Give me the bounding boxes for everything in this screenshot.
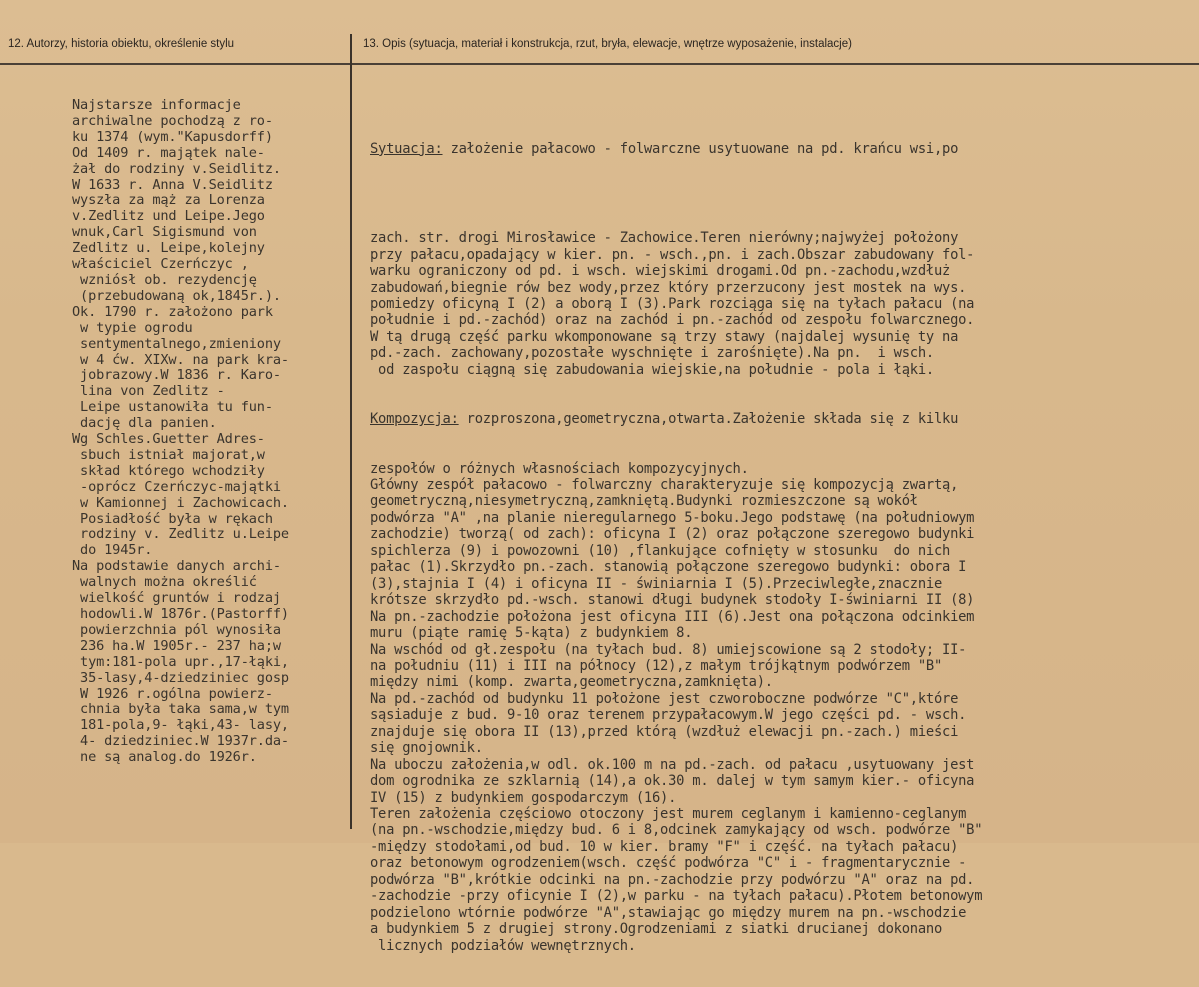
history-text-line: hodowli.W 1876r.(Pastorff)	[72, 606, 289, 622]
history-text-line: lina von Zedlitz -	[72, 383, 225, 400]
history-text-line: wzniósł ob. rezydencję	[72, 271, 257, 288]
history-text-line: jobrazowy.W 1836 r. Karo-	[72, 367, 281, 384]
description-text-line: pałac (1).Skrzydło pn.-zach. stanowią połączone szeregowo budynki: obora I	[370, 559, 967, 576]
history-text-line: -oprócz Czerńczyc-majątki	[72, 478, 281, 495]
description-text-line: licznych podziałów wewnętrznych.	[370, 937, 636, 954]
history-text-line: wnuk,Carl Sigismund von	[72, 224, 257, 241]
history-text-line: w 4 ćw. XIXw. na park kra-	[72, 351, 289, 368]
description-text-line: Na pd.-zachód od budynku 11 położone jest czworoboczne podwórze "C",które	[370, 690, 959, 707]
history-text-line: Posiadłość była w rękach	[72, 510, 273, 527]
history-text-line: sentymentalnego,zmieniony	[72, 335, 281, 352]
description-text-line: Na pn.-zachodzie położona jest oficyna III (6).Jest ona połączona odcinkiem	[370, 608, 975, 625]
history-text-line: Zedlitz u. Leipe,kolejny	[72, 240, 265, 257]
history-text-line: W 1926 r.ogólna powierz-	[72, 685, 273, 702]
description-text-line: IV (15) z budynkiem gospodarczym (16).	[370, 789, 677, 806]
description-text-line: -zachodzie -przy oficynie I (2),w parku - na tyłach pałacu).Płotem betonowym	[370, 888, 983, 905]
description-text-line: muru (piąte ramię 5-kąta) z budynkiem 8.	[370, 625, 693, 642]
history-text-line: do 1945r.	[72, 542, 153, 559]
description-text-line: podzielono wtórnie podwórze "A",stawiając go między murem na pn.-wschodzie	[370, 904, 967, 921]
history-text-line: w Kamionnej i Zachowicach.	[72, 494, 289, 511]
history-text-line: (przebudowaną ok,1845r.).	[72, 287, 281, 304]
description-text-line: Na uboczu założenia,w odl. ok.100 m na pd.-zach. od pałacu ,usytuowany jest	[370, 756, 975, 773]
history-text-line: walnych można określić	[72, 574, 257, 591]
history-text-line: ku 1374 (wym."Kapusdorff)	[72, 128, 273, 145]
description-text-line: zachodzie) tworzą( od zach): oficyna I (2) oraz połączone szeregowo budynki	[370, 526, 975, 543]
situation-line	[370, 141, 1190, 157]
spacer	[370, 190, 1190, 197]
section-13-header: 13. Opis (sytuacja, materiał i konstrukcja, rzut, bryła, elewacje, wnętrze wyposażenie, instalacje)	[363, 38, 852, 50]
history-text-line: 4- dziedziniec.W 1937r.da-	[72, 733, 289, 750]
history-text-line: wielkość gruntów i rodzaj	[72, 590, 281, 607]
description-text-line: W tą drugą część parku wkomponowane są trzy stawy (najdalej wysunię ty na	[370, 328, 959, 345]
history-text-line: Wg Schles.Guetter Adres-	[72, 431, 265, 448]
history-text-line: 35-lasy,4-dziedziniec gosp	[72, 669, 289, 686]
description-text-line: podwórza "A" ,na planie nieregularnego 5-boku.Jego podstawę (na południowym	[370, 509, 975, 526]
situation-text: założenie pałacowo - folwarczne usytuowane na pd. krańcu wsi,po	[442, 140, 959, 157]
history-text-line: w typie ogrodu	[72, 319, 193, 336]
history-text-line: Leipe ustanowiła tu fun-	[72, 399, 273, 416]
history-text-line: 236 ha.W 1905r.- 237 ha;w	[72, 637, 281, 654]
column-divider	[350, 34, 352, 829]
description-text-line: od zaspołu ciągną się zabudowania wiejskie,na południe - pola i łąki.	[370, 361, 934, 378]
history-text-line: właściciel Czerńczyc ,	[72, 256, 249, 273]
history-text-line: Najstarsze informacje	[72, 97, 241, 113]
history-column	[72, 98, 347, 766]
history-text-line: powierzchnia pól wynosiła	[72, 621, 281, 638]
situation-paragraph	[370, 230, 1190, 378]
description-text-line: się gnojownik.	[370, 740, 483, 757]
description-text-line: spichlerza (9) i powozowni (10) ,flankujące cofnięty w stosunku do nich	[370, 542, 951, 559]
history-text-line: skład którego wchodziły	[72, 462, 265, 479]
history-text-line: wyszła za mąż za Lorenza	[72, 192, 265, 209]
history-text-line: v.Zedlitz und Leipe.Jego	[72, 208, 265, 225]
composition-text: rozproszona,geometryczna,otwarta.Założenie składa się z kilku	[458, 411, 959, 428]
description-text-line: zach. str. drogi Mirosławice - Zachowice.Teren nierówny;najwyżej położony	[370, 230, 959, 247]
description-text-line: zabudowań,biegnie rów bez wody,przez który przerzucony jest mostek na wys.	[370, 279, 967, 296]
description-text-line: Na wschód od gł.zespołu (na tyłach bud. 8) umiejscowione są 2 stodoły; II-	[370, 641, 967, 658]
description-text-line: krótsze skrzydło pd.-wsch. stanowi długi budynek stodoły I-świniarni II (8)	[370, 592, 975, 609]
history-text-line: Od 1409 r. majątek nale-	[72, 144, 265, 161]
description-text-line: przy pałacu,opadający w kier. pn. - wsch.,pn. i zach.Obszar zabudowany fol-	[370, 246, 975, 263]
description-text-line: podwórza "B",krótkie odcinki na pn.-zachodzie przy podwórzu "A" oraz na pd.	[370, 871, 975, 888]
composition-heading: Kompozycja:	[370, 411, 459, 428]
description-text-line: oraz betonowym ogrodzeniem(wsch. część podwórza "C" i - fragmentarycznie -	[370, 855, 967, 872]
description-text-line: pd.-zach. zachowany,pozostałe wyschnięte i zarośnięte).Na pn. i wsch.	[370, 345, 934, 362]
history-text-line: żał do rodziny v.Seidlitz.	[72, 160, 281, 177]
description-text-line: a budynkiem 5 z drugiej strony.Ogrodzeniami z siatki drucianej dokonano	[370, 921, 943, 938]
history-text-line: W 1633 r. Anna V.Seidlitz	[72, 176, 273, 193]
history-text-line: dację dla panien.	[72, 415, 217, 432]
description-text-line: geometryczną,niesymetryczną,zamkniętą.Budynki rozmieszczone są wokół	[370, 493, 918, 510]
composition-line	[370, 411, 1190, 427]
section-12-header: 12. Autorzy, historia obiektu, określenie stylu	[8, 38, 235, 50]
description-text-line: sąsiaduje z bud. 9-10 oraz terenem przypałacowym.W jego części pd. - wsch.	[370, 707, 967, 724]
description-text-line: dom ogrodnika ze szklarnią (14),a ok.30 m. dalej w tym samym kier.- oficyna	[370, 773, 975, 790]
history-text-line: Na podstawie danych archi-	[72, 558, 281, 575]
description-text-line: na południu (11) i III na północy (12),z małym trójkątnym podwórzem "B"	[370, 657, 943, 674]
history-text-line: rodziny v. Zedlitz u.Leipe	[72, 526, 289, 543]
history-text-line: ne są analog.do 1926r.	[72, 749, 257, 766]
history-text-line: archiwalne pochodzą z ro-	[72, 112, 273, 129]
history-text-line: sbuch istniał majorat,w	[72, 446, 265, 463]
description-text-line: warku ograniczony od pd. i wsch. wiejskimi drogami.Od pn.-zachodu,wzdłuż	[370, 263, 951, 280]
description-text-line: znajduje się obora II (13),przed którą (wzdłuż elewacji pn.-zach.) mieści	[370, 723, 959, 740]
header-divider	[0, 63, 1199, 65]
history-text-line: 181-pola,9- łąki,43- lasy,	[72, 717, 289, 734]
history-text-line: Ok. 1790 r. założono park	[72, 303, 273, 320]
description-text-line: (na pn.-wschodzie,między bud. 6 i 8,odcinek zamykający od wsch. podwórze "B"	[370, 822, 983, 839]
description-text-line: pomiedzy oficyną I (2) a oborą I (3).Park rozciąga się na tyłach pałacu (na	[370, 295, 975, 312]
history-text-line: tym:181-pola upr.,17-łąki,	[72, 653, 289, 670]
description-text-line: zespołów o różnych własnościach kompozycyjnych.	[370, 460, 749, 477]
composition-paragraph	[370, 461, 1190, 955]
description-text-line: (3),stajnia I (4) i oficyna II - świniarnia I (5).Przeciwległe,znacznie	[370, 575, 943, 592]
description-text-line: Główny zespół pałacowo - folwarczny charakteryzuje się kompozycją zwartą,	[370, 476, 959, 493]
situation-heading: Sytuacja:	[370, 140, 443, 157]
description-column	[370, 108, 1190, 987]
history-text-line: chnia była taka sama,w tym	[72, 701, 289, 718]
description-text-line: Teren założenia częściowo otoczony jest murem ceglanym i kamienno-ceglanym	[370, 806, 967, 823]
description-text-line: południe i pd.-zachód) oraz na zachód i pn.-zachód od zespołu folwarcznego.	[370, 312, 975, 329]
description-text-line: między nimi (komp. zwarta,geometryczna,zamknięta).	[370, 674, 773, 691]
description-text-line: -między stodołami,od bud. 10 w kier. bramy "F" i część. na tyłach pałacu)	[370, 838, 959, 855]
